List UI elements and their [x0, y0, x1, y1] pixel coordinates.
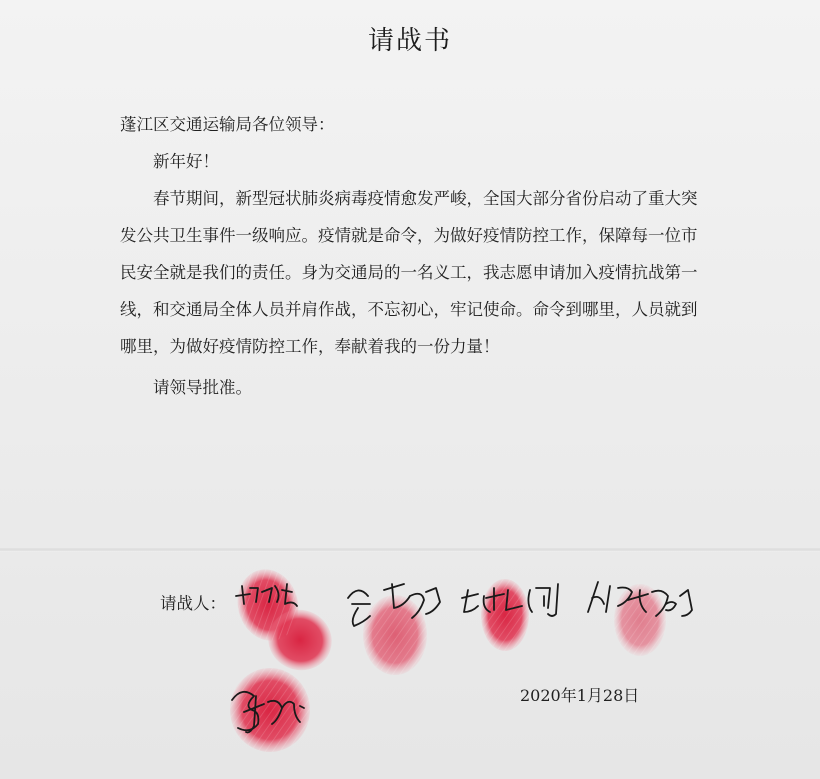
fingerprint-3	[481, 579, 529, 651]
closing-line: 请领导批准。	[153, 378, 252, 397]
document-title: 请战书	[367, 26, 452, 56]
fingerprint-1	[230, 562, 341, 679]
main-paragraph: 春节期间，新型冠状肺炎病毒疫情愈发严峻，全国大部分省份启动了重大突发公共卫生事件一级响应。疫情就是命令，为做好疫情防控工作，保障每一位市民安全就是我们的责任。身为交通局的一名义工，我志愿申请加入疫情抗战第一线，和交通局全体人员并肩作战，不忘初心，牢记使命。命令到哪里，人员就到哪里，为做好疫情防控工作，奉献着我的一份力量！	[120, 189, 698, 356]
date: 2020年1月28日	[520, 686, 640, 705]
signature-label: 请战人：	[160, 594, 226, 613]
salutation: 蓬江区交通运输局各位领导：	[120, 115, 335, 134]
greeting: 新年好！	[153, 152, 219, 171]
fingerprint-5	[230, 668, 310, 752]
